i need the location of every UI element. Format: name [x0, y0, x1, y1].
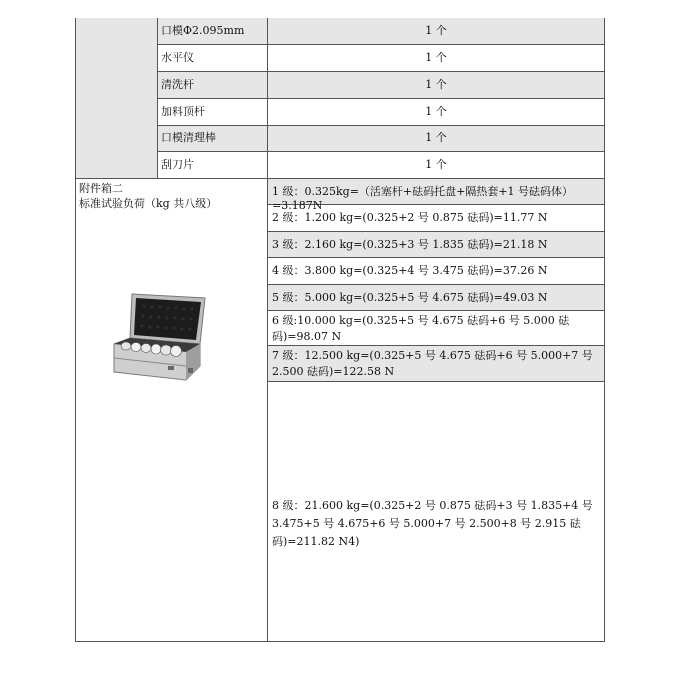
tool-name: 口模清理棒: [161, 131, 216, 144]
tool-qty: 1 个: [425, 24, 447, 37]
tool-name: 加料顶杆: [161, 105, 205, 118]
tool-row-line-1: [157, 44, 604, 45]
left-shade-block: [75, 18, 157, 178]
tool-qty: 1 个: [425, 131, 447, 144]
load-row-line-7: [267, 381, 604, 382]
table-border-left: [75, 18, 76, 642]
table-border-right: [604, 18, 605, 642]
load-level-7: 7 级：12.500 kg=(0.325+5 号 4.675 砝码+6 号 5.000+7 号 2.500 砝码)=122.58 N: [272, 349, 593, 378]
tool-name: 水平仪: [161, 51, 194, 64]
tool-qty: 1 个: [425, 78, 447, 91]
load-row-line-5: [267, 310, 604, 311]
load-row-line-4: [267, 284, 604, 285]
tool-row-line-3: [157, 98, 604, 99]
load-level-1: 1 级：0.325kg=（活塞杆+砝码托盘+隔热套+1 号砝码体）=3.187N: [272, 185, 574, 212]
load-row-line-2: [267, 231, 604, 232]
load-level-5: 5 级：5.000 kg=(0.325+5 号 4.675 砝码)=49.03 N: [272, 291, 548, 304]
tool-qty: 1 个: [425, 51, 447, 64]
box2-subtitle: 标准试验负荷（kg 共八级）: [79, 197, 218, 210]
section-divider: [75, 178, 605, 179]
box2-title: 附件箱二: [79, 182, 123, 195]
tool-qty: 1 个: [425, 158, 447, 171]
tool-name: 清洗杆: [161, 78, 194, 91]
load-level-8: 8 级：21.600 kg=(0.325+2 号 0.875 砝码+3 号 1.835+4 号 3.475+5 号 4.675+6 号 5.000+7 号 2.500+8 号 2.915 砝码)=211.82 N4): [272, 499, 593, 548]
table-border-bottom: [75, 641, 605, 642]
tool-name: 口模Φ2.095mm: [161, 24, 245, 37]
load-level-2: 2 级：1.200 kg=(0.325+2 号 0.875 砝码)=11.77 N: [272, 211, 548, 224]
load-row-line-3: [267, 257, 604, 258]
load-row-line-6: [267, 345, 604, 346]
tool-row-line-2: [157, 71, 604, 72]
tool-row-line-4: [157, 125, 604, 126]
load-level-6: 6 级:10.000 kg=(0.325+5 号 4.675 砝码+6 号 5.000 砝码)=98.07 N: [272, 314, 570, 343]
weight-case-image: [108, 292, 208, 386]
tool-row-line-5: [157, 151, 604, 152]
load-level-4: 4 级：3.800 kg=(0.325+4 号 3.475 砝码)=37.26 N: [272, 264, 548, 277]
tool-qty: 1 个: [425, 105, 447, 118]
tool-name: 刮刀片: [161, 158, 194, 171]
load-level-3: 3 级：2.160 kg=(0.325+3 号 1.835 砝码)=21.18 N: [272, 238, 548, 251]
